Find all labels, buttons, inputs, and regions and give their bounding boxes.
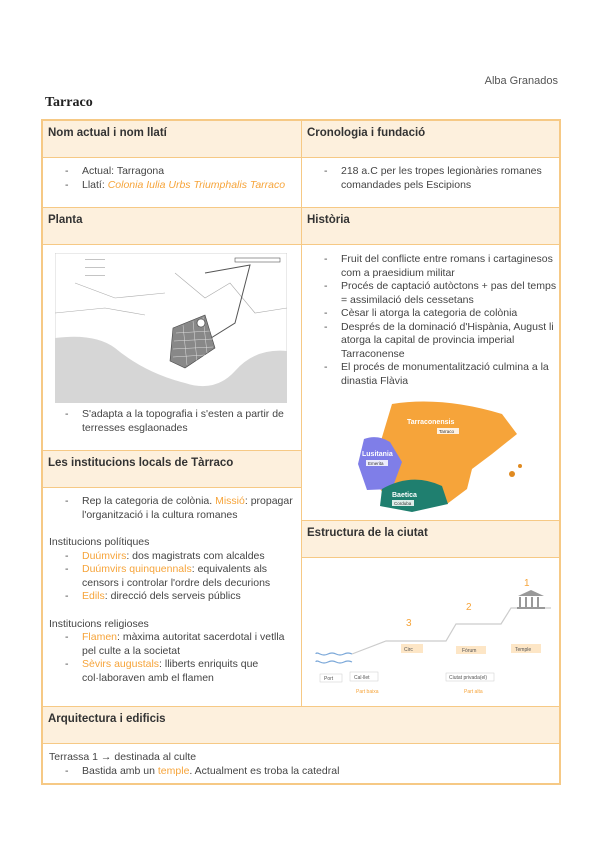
page-title: Tarraco xyxy=(45,95,93,110)
desc: : dos magistrats com alcaldes xyxy=(126,549,265,562)
rep-suffix: : propagar l'organització i la cultura romanes xyxy=(82,495,293,521)
label-tarraco-city: Tarraco xyxy=(439,429,455,434)
heading-planta: Planta xyxy=(43,208,301,245)
city-structure-diagram xyxy=(306,566,556,701)
term: Duúmvirs quinquennals xyxy=(82,563,192,575)
forum-label: Fòrum xyxy=(462,648,477,654)
city-plan-map xyxy=(55,253,287,403)
estructura-figure xyxy=(302,558,559,706)
arquitectura-item xyxy=(65,765,559,779)
heading-historia: Història xyxy=(302,208,559,245)
religioses-list xyxy=(43,631,301,693)
terrassa-text: Terrassa 1 → destinada al culte xyxy=(49,751,197,763)
rep-prefix: Rep la categoria de colònia. xyxy=(82,495,216,507)
cell-cronologia xyxy=(301,121,559,207)
historia-item: - Procés de captació autòctons + pas del temps = assimilació dels cessetans xyxy=(324,280,559,307)
callet-label: Cal·llet xyxy=(354,675,370,681)
religioses-label: Institucions religioses xyxy=(49,617,149,630)
temple-term: temple xyxy=(157,764,190,777)
cronologia-item: - 218 a.C per les tropes legionàries romanes comandades pels Escipions xyxy=(324,165,559,192)
cell-historia-estructura xyxy=(301,208,559,706)
institucions-rep xyxy=(65,495,301,522)
planta-figure xyxy=(43,245,301,406)
notes-table xyxy=(41,119,561,785)
historia-item: - El procés de monumentalització culmina a la dinastia Flàvia xyxy=(324,361,559,388)
row-arquitectura xyxy=(43,706,559,783)
label-corduba-city: Corduba xyxy=(394,501,412,506)
latin-name: Colonia Iulia Urbs Triumphalis Tarraco xyxy=(107,178,286,191)
row-nom-cronologia xyxy=(43,121,559,207)
heading-cronologia: Cronologia i fundació xyxy=(302,121,559,158)
cronologia-list xyxy=(302,158,559,192)
heading-estructura: Estructura de la ciutat xyxy=(302,520,559,558)
desc: : direcció dels serveis públics xyxy=(104,590,241,602)
desc: : màxima autoritat sacerdotal i vetlla pel culte a la societat xyxy=(82,631,285,657)
circ-label: Circ xyxy=(404,647,413,653)
hispania-provinces-map xyxy=(352,394,532,514)
author-name: Alba Granados xyxy=(484,75,558,87)
temple-icon xyxy=(517,590,545,609)
cell-nom xyxy=(43,121,301,207)
label-lusitania: Lusitania xyxy=(362,451,393,458)
term: Sèvirs augustals xyxy=(82,658,160,670)
heading-arquitectura: Arquitectura i edificis xyxy=(43,707,559,744)
planta-list xyxy=(43,406,301,450)
nom-list xyxy=(43,158,301,207)
terrace-3-label: 3 xyxy=(406,618,412,629)
llati-prefix: Llatí: xyxy=(82,178,108,191)
label-baetica: Baetica xyxy=(392,492,417,499)
institucions-intro-list xyxy=(43,488,301,522)
politiques-list xyxy=(43,550,301,604)
arquitectura-list xyxy=(43,765,559,784)
term: Duúmvirs xyxy=(82,549,127,562)
historia-list xyxy=(302,245,559,388)
historia-item: - Fruit del conflicte entre romans i cartaginesos com a praesidium militar xyxy=(324,253,559,280)
svg-text:————: ———— xyxy=(85,273,105,279)
religioses-item xyxy=(65,631,301,658)
politiques-label: Institucions polítiques xyxy=(49,536,150,548)
ciutat-label: Ciutat privada(el) xyxy=(449,675,488,681)
desc: : equivalents als censors i controlar l'ordre dels decurions xyxy=(82,563,271,589)
politiques-item xyxy=(65,563,301,590)
label-tarraconensis: Tarraconensis xyxy=(407,419,455,426)
missio-term: Missió xyxy=(215,495,245,507)
politiques-item xyxy=(65,590,301,604)
heading-institucions: Les institucions locals de Tàrraco xyxy=(43,450,301,488)
politiques-item xyxy=(65,550,301,564)
item-suffix: . Actualment es troba la catedral xyxy=(189,764,340,777)
part-baixa-label: Part baixa xyxy=(356,689,379,695)
temple-label: Temple xyxy=(515,647,532,653)
heading-nom: Nom actual i nom llatí xyxy=(43,121,301,158)
item-prefix: Bastida amb un xyxy=(82,764,158,777)
svg-text:————: ———— xyxy=(85,265,105,271)
nom-actual: - Actual: Tarragona xyxy=(65,165,301,179)
provinces-figure xyxy=(302,388,559,520)
label-emerita-city: Emerita xyxy=(368,461,384,466)
terrace-2-label: 2 xyxy=(466,602,472,613)
row-planta-historia xyxy=(43,207,559,706)
terrace-1-label: 1 xyxy=(524,578,530,589)
part-alta-label: Part alta xyxy=(464,689,483,695)
cell-planta-institucions xyxy=(43,208,301,706)
religioses-item xyxy=(65,658,301,685)
desc: : lliberts enriquits que col·laboraven amb el flamen xyxy=(82,658,259,684)
port-label: Port xyxy=(324,676,334,682)
sea-waves xyxy=(316,653,352,663)
svg-text:————: ———— xyxy=(85,257,105,263)
term: Flamen xyxy=(82,631,118,643)
term: Edils xyxy=(82,590,105,602)
historia-item: - Després de la dominació d'Hispània, August li atorga la capital de provincia imperial Tarraconense xyxy=(324,321,559,362)
planta-item: - S'adapta a la topografia i s'esten a partir de terresses esglaonades xyxy=(65,408,301,435)
nom-llati xyxy=(65,179,301,193)
historia-item: - Cèsar li atorga la categoria de colònia xyxy=(324,307,559,321)
